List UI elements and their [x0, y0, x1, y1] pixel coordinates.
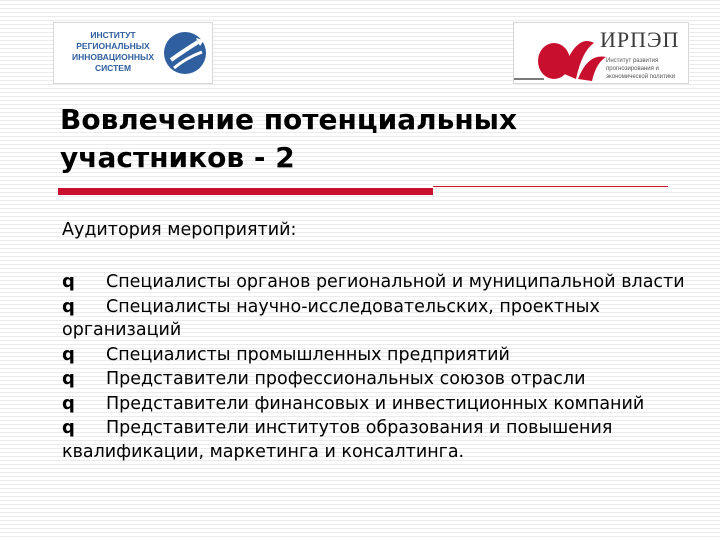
logo-line: СИСТЕМ	[94, 63, 132, 73]
list-item-text: Представители финансовых и инвестиционных компаний	[106, 393, 645, 414]
list-item-text: Специалисты органов региональной и муниципальной власти	[106, 272, 685, 292]
checkbox-bullet-icon: q	[62, 343, 75, 365]
irpep-logo-name: ИРПЭП	[600, 27, 680, 52]
list-item	[62, 270, 702, 295]
title-underline-thin-rule	[433, 186, 668, 187]
logo-line: РЕГИОНАЛЬНЫХ	[76, 41, 150, 51]
irpep-logo	[513, 22, 689, 84]
list-item	[62, 343, 702, 368]
list-item-text: Специалисты научно-исследовательских, проектных организаций	[62, 296, 600, 340]
slide-title	[60, 101, 700, 177]
audience-list	[62, 270, 702, 464]
globe-arrow-icon	[162, 30, 208, 76]
title-line: Вовлечение потенциальных	[60, 103, 518, 136]
irpep-emblem-icon	[514, 23, 614, 84]
list-item-text: Представители институтов образования и повышения квалификации, маркетинга и консалтинга.	[62, 418, 613, 462]
list-item	[62, 416, 702, 464]
checkbox-bullet-icon: q	[62, 417, 75, 438]
list-item-text: Представители профессиональных союзов отрасли	[106, 369, 586, 389]
checkbox-bullet-icon: q	[62, 368, 75, 389]
checkbox-bullet-icon: q	[62, 392, 75, 414]
list-item	[62, 295, 702, 343]
checkbox-bullet-icon: q	[62, 295, 75, 317]
audience-heading: Аудитория мероприятий:	[62, 220, 297, 240]
institute-logo-text	[68, 30, 158, 74]
list-item	[62, 367, 702, 392]
checkbox-bullet-icon: q	[62, 271, 75, 292]
institute-logo	[53, 22, 213, 84]
logo-line: ИННОВАЦИОННЫХ	[71, 52, 155, 62]
irpep-logo-subtitle: Институт развития прогнозирования и экономической политики	[606, 58, 676, 80]
logo-line: ИНСТИТУТ	[90, 30, 136, 40]
title-line: участников - 2	[60, 141, 295, 174]
list-item-text: Специалисты промышленных предприятий	[106, 344, 510, 365]
list-item	[62, 392, 702, 417]
title-underline-bar	[58, 188, 433, 195]
